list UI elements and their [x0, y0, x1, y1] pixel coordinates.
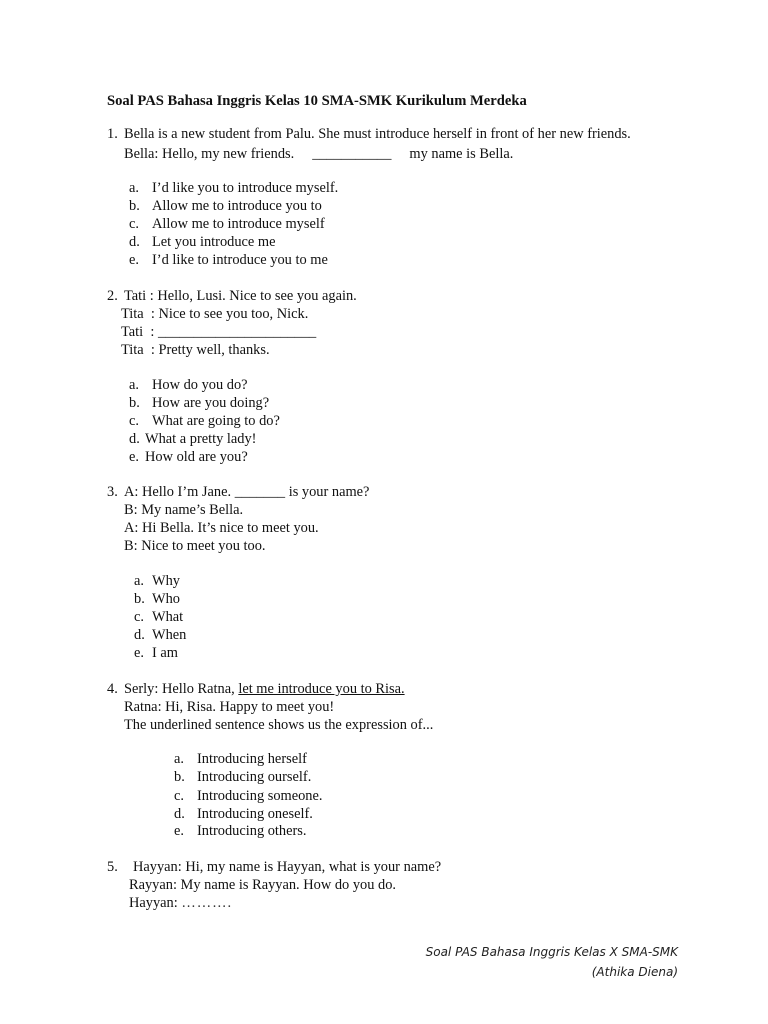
question-1-blank: ___________: [312, 146, 392, 162]
question-2-line: Tita : Nice to see you too, Nick.: [121, 306, 309, 322]
option-text: How are you doing?: [152, 395, 270, 411]
option-letter: b.: [134, 591, 145, 607]
option-text: Let you introduce me: [152, 234, 276, 250]
question-3-line: B: My name’s Bella.: [124, 502, 244, 518]
option-letter: e.: [174, 823, 184, 839]
question-1-dialogue-end: my name is Bella.: [409, 146, 514, 162]
option-text: Allow me to introduce myself: [152, 216, 325, 232]
option-letter: c.: [174, 788, 184, 804]
question-1-dialogue-start: Bella: Hello, my new friends.: [124, 146, 295, 162]
option-text: How old are you?: [145, 449, 248, 465]
option-letter: d.: [129, 431, 140, 447]
question-4-line: Ratna: Hi, Risa. Happy to meet you!: [124, 699, 335, 715]
question-4-stem: [124, 681, 405, 699]
question-2-line: Tita : Pretty well, thanks.: [121, 342, 270, 358]
option-letter: e.: [134, 645, 144, 661]
option-text: Introducing someone.: [197, 788, 323, 804]
question-5-line: Hayyan: Hi, my name is Hayyan, what is your name?: [133, 859, 442, 875]
footer-author: (Athika Diena): [591, 965, 678, 979]
question-5-line: [129, 895, 232, 913]
question-3-line: B: Nice to meet you too.: [124, 538, 266, 554]
option-letter: e.: [129, 252, 139, 268]
option-letter: d.: [134, 627, 145, 643]
question-5-line: Rayyan: My name is Rayyan. How do you do.: [129, 877, 396, 893]
option-letter: d.: [129, 234, 140, 250]
option-letter: e.: [129, 449, 139, 465]
question-1-number: 1.: [107, 126, 118, 142]
option-text: When: [152, 627, 187, 643]
option-letter: a.: [134, 573, 144, 589]
question-1-stem: Bella is a new student from Palu. She must introduce herself in front of her new friends.: [124, 126, 631, 142]
option-text: I’d like you to introduce myself.: [152, 180, 339, 196]
question-4-stem-start: Serly: Hello Ratna,: [124, 681, 235, 697]
option-text: How do you do?: [152, 377, 248, 393]
option-letter: b.: [174, 769, 185, 785]
option-letter: c.: [129, 413, 139, 429]
option-letter: c.: [134, 609, 144, 625]
question-2-line: Tati : Hello, Lusi. Nice to see you again.: [124, 288, 357, 304]
option-text: Introducing oneself.: [197, 806, 313, 822]
question-3-stem: [124, 484, 369, 502]
question-2-line: Tati : ______________________: [121, 324, 317, 340]
question-3-stem-end: is your name?: [288, 484, 370, 500]
footer-title: Soal PAS Bahasa Inggris Kelas X SMA-SMK: [425, 945, 678, 959]
option-text: I’d like to introduce you to me: [152, 252, 328, 268]
question-3-stem-start: A: Hello I’m Jane.: [124, 484, 232, 500]
question-1-dialogue: [124, 146, 513, 164]
option-letter: a.: [174, 751, 184, 767]
option-letter: d.: [174, 806, 185, 822]
question-5-speaker: Hayyan:: [129, 895, 178, 911]
page-footer: [426, 942, 678, 982]
question-5-dotted-blank: ……….: [181, 895, 233, 911]
option-letter: b.: [129, 198, 140, 214]
option-letter: a.: [129, 180, 139, 196]
option-text: What a pretty lady!: [145, 431, 257, 447]
option-letter: c.: [129, 216, 139, 232]
option-letter: a.: [129, 377, 139, 393]
question-4-underlined-sentence: let me introduce you to Risa.: [238, 681, 405, 697]
question-2-number: 2.: [107, 288, 118, 304]
document-title: Soal PAS Bahasa Inggris Kelas 10 SMA-SMK Kurikulum Merdeka: [107, 93, 527, 109]
question-3-number: 3.: [107, 484, 118, 500]
question-4-line: The underlined sentence shows us the expression of...: [124, 717, 434, 733]
option-letter: b.: [129, 395, 140, 411]
question-5-number: 5.: [107, 859, 118, 875]
option-text: Introducing herself: [197, 751, 307, 767]
question-3-line: A: Hi Bella. It’s nice to meet you.: [124, 520, 319, 536]
option-text: What: [152, 609, 184, 625]
question-3-blank: _______: [234, 484, 286, 500]
option-text: I am: [152, 645, 178, 661]
option-text: What are going to do?: [152, 413, 280, 429]
option-text: Who: [152, 591, 180, 607]
option-text: Why: [152, 573, 180, 589]
option-text: Introducing ourself.: [197, 769, 312, 785]
option-text: Allow me to introduce you to: [152, 198, 322, 214]
question-4-number: 4.: [107, 681, 118, 697]
option-text: Introducing others.: [197, 823, 307, 839]
